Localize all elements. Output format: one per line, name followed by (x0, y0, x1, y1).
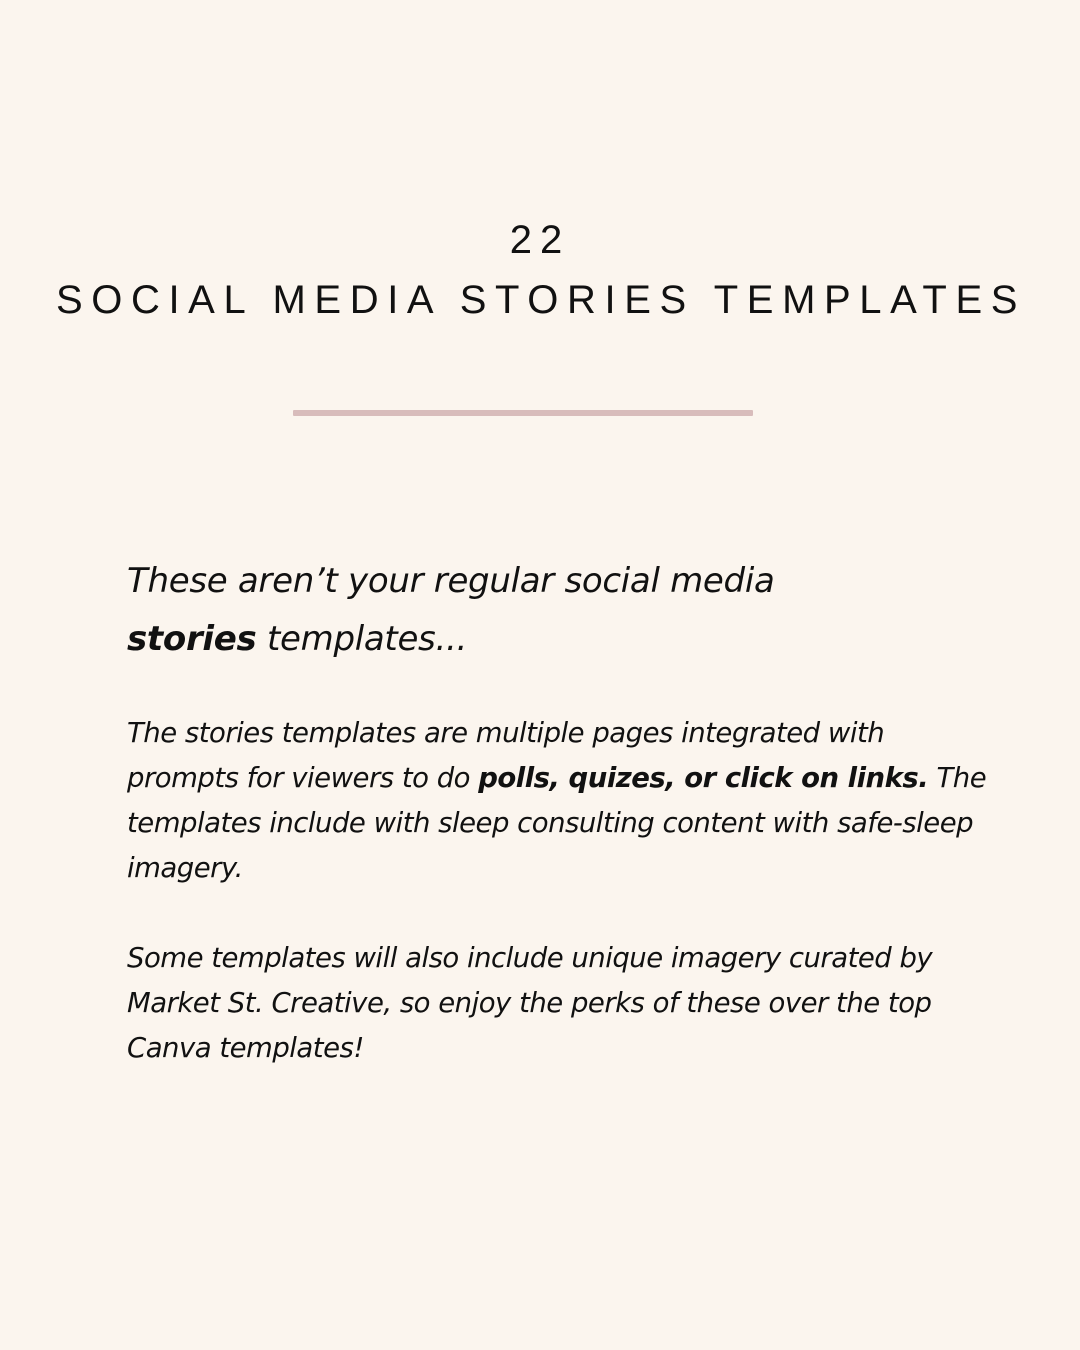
page-title: SOCIAL MEDIA STORIES TEMPLATES (55, 278, 1027, 322)
intro-text (127, 552, 987, 668)
description-part-1: The stories templates are multiple pages integrated with prompts for viewers to do (127, 717, 885, 794)
description-paragraph (127, 711, 987, 891)
description-part-2: The templates include with sleep consulting content with safe-sleep imagery. (127, 762, 987, 884)
intro-line-1: These aren’t your regular social media (127, 561, 775, 601)
perks-paragraph: Some templates will also include unique imagery curated by Market St. Creative, so enjoy the perks of these over the top Canva templates! (127, 942, 933, 1064)
divider-line (293, 410, 753, 416)
intro-bold: stories (127, 619, 257, 659)
description-bold: polls, quizes, or click on links. (478, 762, 929, 794)
template-count: 22 (509, 218, 571, 262)
intro-rest: templates... (256, 619, 467, 659)
